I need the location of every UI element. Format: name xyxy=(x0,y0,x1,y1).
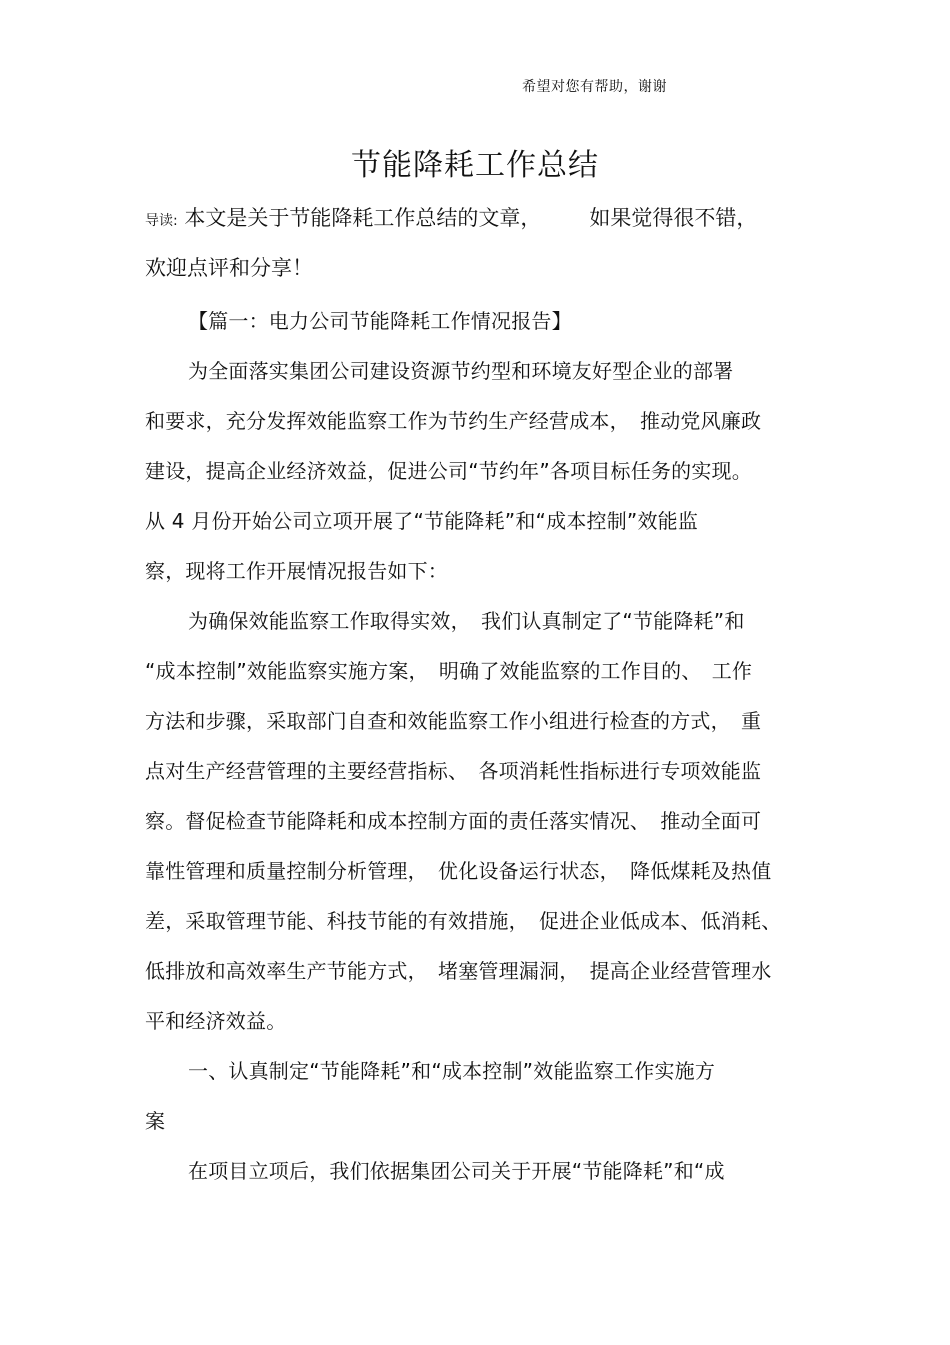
intro-block xyxy=(145,198,810,298)
paragraph-line: 低排放和高效率生产节能方式， 堵塞管理漏洞， 提高企业经营管理水 xyxy=(145,959,772,983)
paragraph-line: 察，现将工作开展情况报告如下： xyxy=(145,559,448,583)
paragraph-line: 为全面落实集团公司建设资源节约型和环境友好型企业的部署 xyxy=(188,359,734,383)
paragraph-line: 差，采取管理节能、科技节能的有效措施， 促进企业低成本、低消耗、 xyxy=(145,909,782,933)
intro-text-b: 如果觉得很不错， xyxy=(589,206,758,230)
intro-text-a: 本文是关于节能降耗工作总结的文章， xyxy=(184,206,542,230)
body-text xyxy=(145,301,810,1201)
subsection-heading-continued: 案 xyxy=(145,1109,166,1133)
paragraph-line: 方法和步骤，采取部门自查和效能监察工作小组进行检查的方式， 重 xyxy=(145,709,762,733)
intro-line-1 xyxy=(145,198,810,248)
intro-label: 导读: xyxy=(145,213,178,229)
paragraph-line: 点对生产经营管理的主要经营指标、 各项消耗性指标进行专项效能监 xyxy=(145,759,762,783)
paragraph-line: 建设，提高企业经济效益，促进公司“节约年”各项目标任务的实现。 xyxy=(145,459,752,483)
paragraph-line: 和要求，充分发挥效能监察工作为节约生产经营成本， 推动党风廉政 xyxy=(145,409,762,433)
paragraph-line: 靠性管理和质量控制分析管理， 优化设备运行状态， 降低煤耗及热值 xyxy=(145,859,772,883)
document-title: 节能降耗工作总结 xyxy=(351,148,599,183)
paragraph-line: 为确保效能监察工作取得实效， 我们认真制定了“节能降耗”和 xyxy=(188,609,745,633)
section-heading: 【篇一：电力公司节能降耗工作情况报告】 xyxy=(188,309,572,333)
paragraph-line: 在项目立项后，我们依据集团公司关于开展“节能降耗”和“成 xyxy=(188,1159,725,1183)
paragraph-line: “成本控制”效能监察实施方案， 明确了效能监察的工作目的、 工作 xyxy=(145,659,753,683)
paragraph-line: 平和经济效益。 xyxy=(145,1009,287,1033)
header-note: 希望对您有帮助，谢谢 xyxy=(522,79,667,95)
subsection-heading: 一、认真制定“节能降耗”和“成本控制”效能监察工作实施方 xyxy=(188,1059,716,1083)
paragraph-line: 察。督促检查节能降耗和成本控制方面的责任落实情况、 推动全面可 xyxy=(145,809,762,833)
intro-line-2: 欢迎点评和分享！ xyxy=(145,256,313,280)
paragraph-line: 从 4 月份开始公司立项开展了“节能降耗”和“成本控制”效能监 xyxy=(145,509,699,533)
